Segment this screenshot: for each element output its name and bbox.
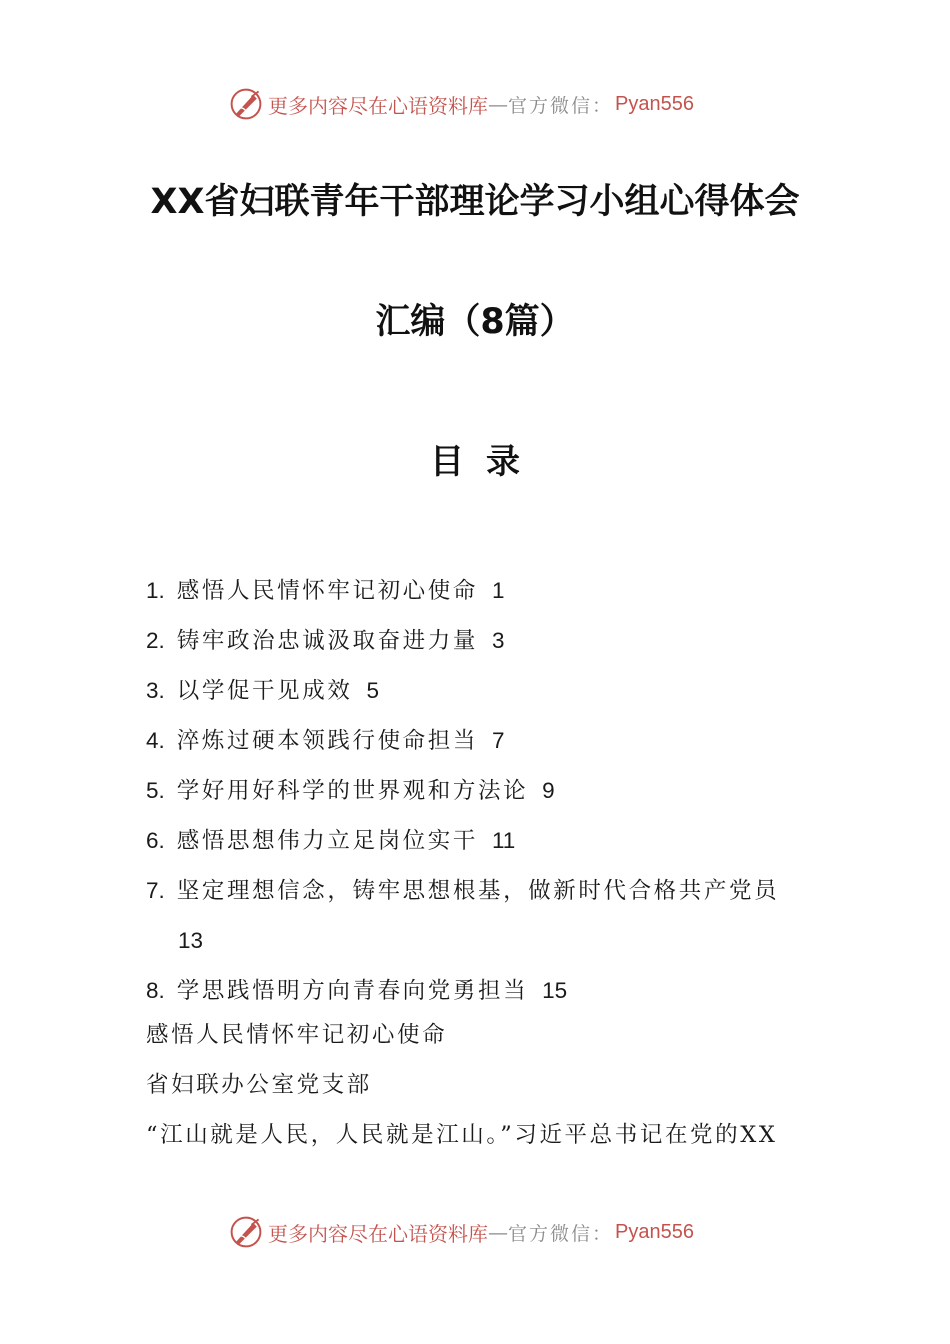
toc-number: 8.	[146, 978, 165, 1003]
toc-item[interactable]	[146, 816, 826, 866]
toc-title: 淬炼过硬本领践行使命担当	[176, 728, 478, 754]
watermark-dash: —	[488, 1220, 508, 1244]
toc-item-continuation[interactable]	[146, 916, 826, 966]
toc-number: 5.	[146, 778, 165, 803]
toc-number: 2.	[146, 628, 165, 653]
watermark-id: Pyan556	[615, 92, 694, 115]
toc-number: 4.	[146, 728, 165, 753]
pen-logo-icon	[228, 1214, 264, 1250]
toc-number: 1.	[146, 578, 165, 603]
toc-item[interactable]	[146, 866, 826, 916]
toc-page-number: 7	[491, 728, 505, 753]
pen-logo-icon	[228, 86, 264, 122]
watermark-banner-bottom	[0, 1212, 950, 1252]
toc-item[interactable]	[146, 966, 826, 1016]
body-paragraph: “江山就是人民，人民就是江山。”习近平总书记在党的XX	[146, 1122, 778, 1148]
toc-page-number: 13	[178, 928, 204, 953]
watermark-label: 官方微信：	[508, 1222, 614, 1245]
toc-page-number: 3	[491, 628, 505, 653]
toc-title: 以学促干见成效	[176, 678, 353, 704]
section-author: 省妇联办公室党支部	[146, 1072, 372, 1098]
toc-title: 学好用好科学的世界观和方法论	[176, 778, 529, 804]
watermark-text: 更多内容尽在心语资料库	[268, 1221, 488, 1246]
document-title-line1: XX省妇联青年干部理论学习小组心得体会	[150, 182, 800, 222]
toc-item[interactable]	[146, 616, 826, 666]
toc-page-number: 11	[491, 828, 516, 853]
table-of-contents	[146, 566, 826, 1016]
toc-item[interactable]	[146, 566, 826, 616]
toc-number: 7.	[146, 878, 165, 903]
toc-title: 感悟思想伟力立足岗位实干	[176, 828, 478, 854]
toc-page-number: 9	[542, 778, 555, 803]
document-title-line2: 汇编（8篇）	[375, 302, 575, 342]
toc-title: 坚定理想信念，铸牢思想根基，做新时代合格共产党员	[176, 878, 780, 904]
toc-page-number: 15	[542, 978, 568, 1003]
toc-item[interactable]	[146, 716, 826, 766]
toc-number: 3.	[146, 678, 165, 703]
toc-item[interactable]	[146, 766, 826, 816]
toc-page-number: 1	[491, 578, 505, 603]
toc-item[interactable]	[146, 666, 826, 716]
watermark-dash: —	[488, 92, 508, 116]
section-title: 感悟人民情怀牢记初心使命	[146, 1022, 448, 1048]
toc-number: 6.	[146, 828, 165, 853]
toc-title: 感悟人民情怀牢记初心使命	[176, 578, 478, 604]
toc-heading: 目录	[430, 442, 542, 482]
toc-title: 学思践悟明方向青春向党勇担当	[176, 978, 529, 1004]
toc-page-number: 5	[366, 678, 379, 703]
watermark-id: Pyan556	[615, 1220, 694, 1243]
watermark-text: 更多内容尽在心语资料库	[268, 93, 488, 118]
toc-title: 铸牢政治忠诚汲取奋进力量	[176, 628, 478, 654]
watermark-label: 官方微信：	[508, 94, 614, 117]
watermark-banner-top	[0, 84, 950, 124]
